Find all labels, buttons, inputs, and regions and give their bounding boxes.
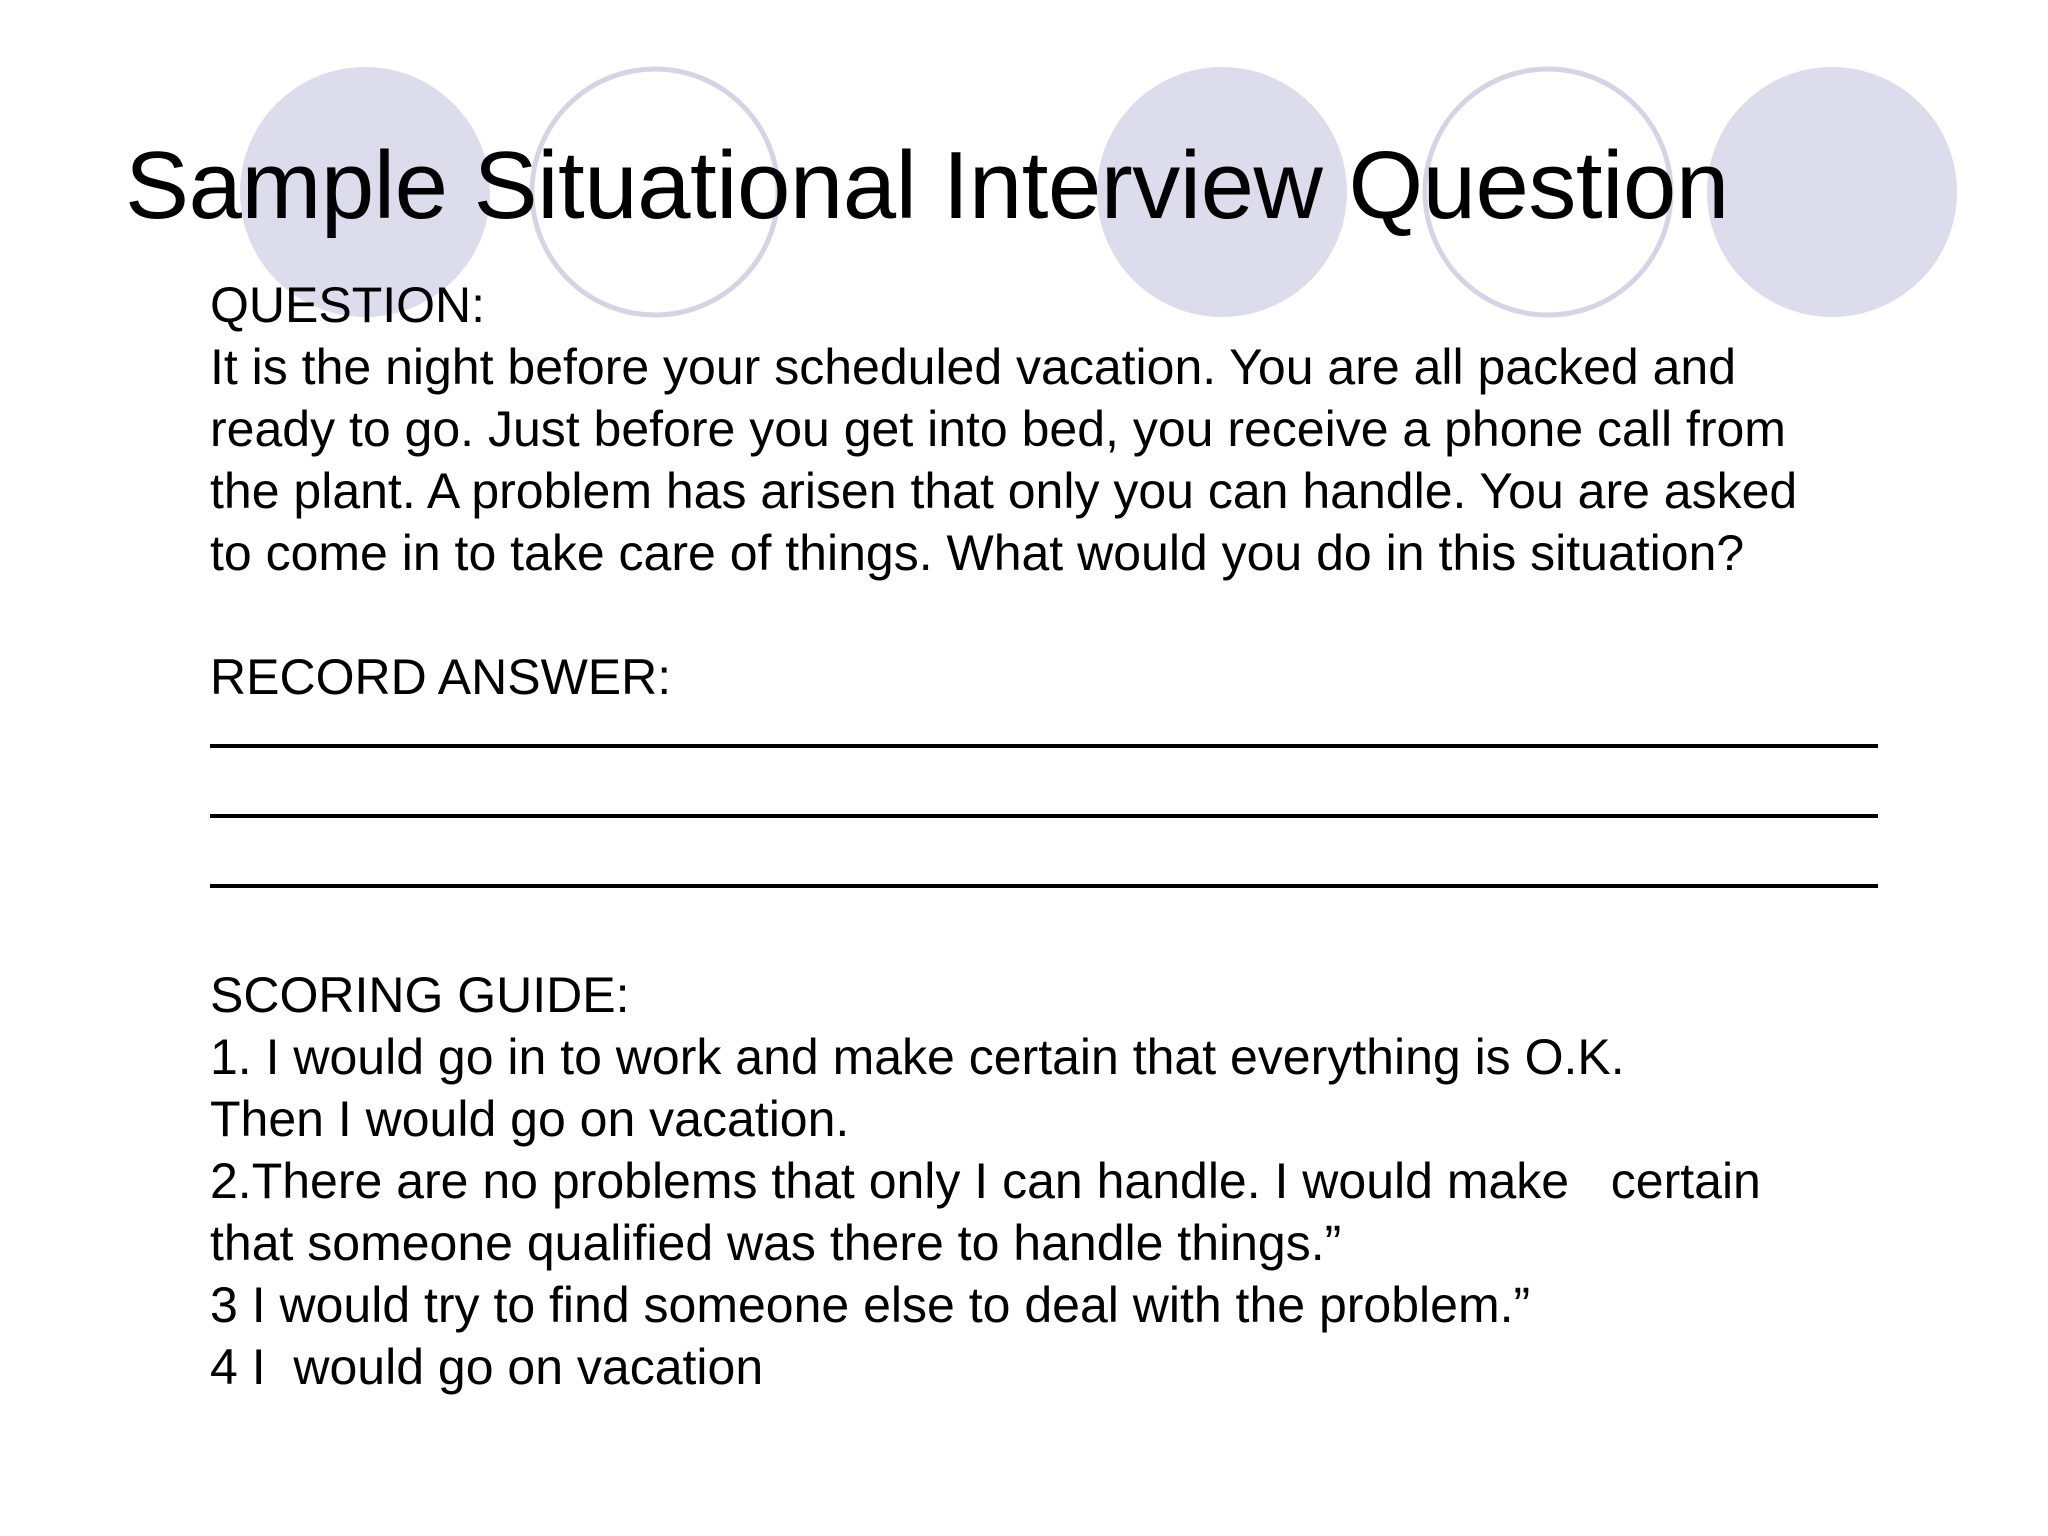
- scoring-guide-line: Then I would go on vacation.: [210, 1091, 850, 1147]
- scoring-guide-label: SCORING GUIDE:: [210, 967, 630, 1023]
- answer-lines: [210, 744, 1878, 888]
- slide-title: Sample Situational Interview Question: [125, 132, 1729, 239]
- scoring-guide-line: 4 I would go on vacation: [210, 1339, 764, 1395]
- record-answer-section: [210, 646, 1890, 888]
- question-section: [210, 274, 1890, 584]
- question-label: QUESTION:: [210, 277, 486, 333]
- scoring-guide-line: 1. I would go in to work and make certain that everything is O.K.: [210, 1029, 1625, 1085]
- slide-body: [210, 274, 1890, 1398]
- record-answer-label: RECORD ANSWER:: [210, 649, 672, 705]
- question-line: ready to go. Just before you get into bed, you receive a phone call from: [210, 401, 1786, 457]
- answer-blank-line: [210, 814, 1878, 818]
- scoring-guide-section: [210, 964, 1890, 1398]
- scoring-guide-line: that someone qualified was there to handle things.”: [210, 1215, 1342, 1271]
- question-line: It is the night before your scheduled vacation. You are all packed and: [210, 339, 1737, 395]
- scoring-guide-line: 3 I would try to find someone else to deal with the problem.”: [210, 1277, 1531, 1333]
- answer-blank-line: [210, 744, 1878, 748]
- scoring-guide-line: 2.There are no problems that only I can handle. I would make certain: [210, 1153, 1761, 1209]
- question-line: the plant. A problem has arisen that only you can handle. You are asked: [210, 463, 1798, 519]
- question-line: to come in to take care of things. What would you do in this situation?: [210, 525, 1745, 581]
